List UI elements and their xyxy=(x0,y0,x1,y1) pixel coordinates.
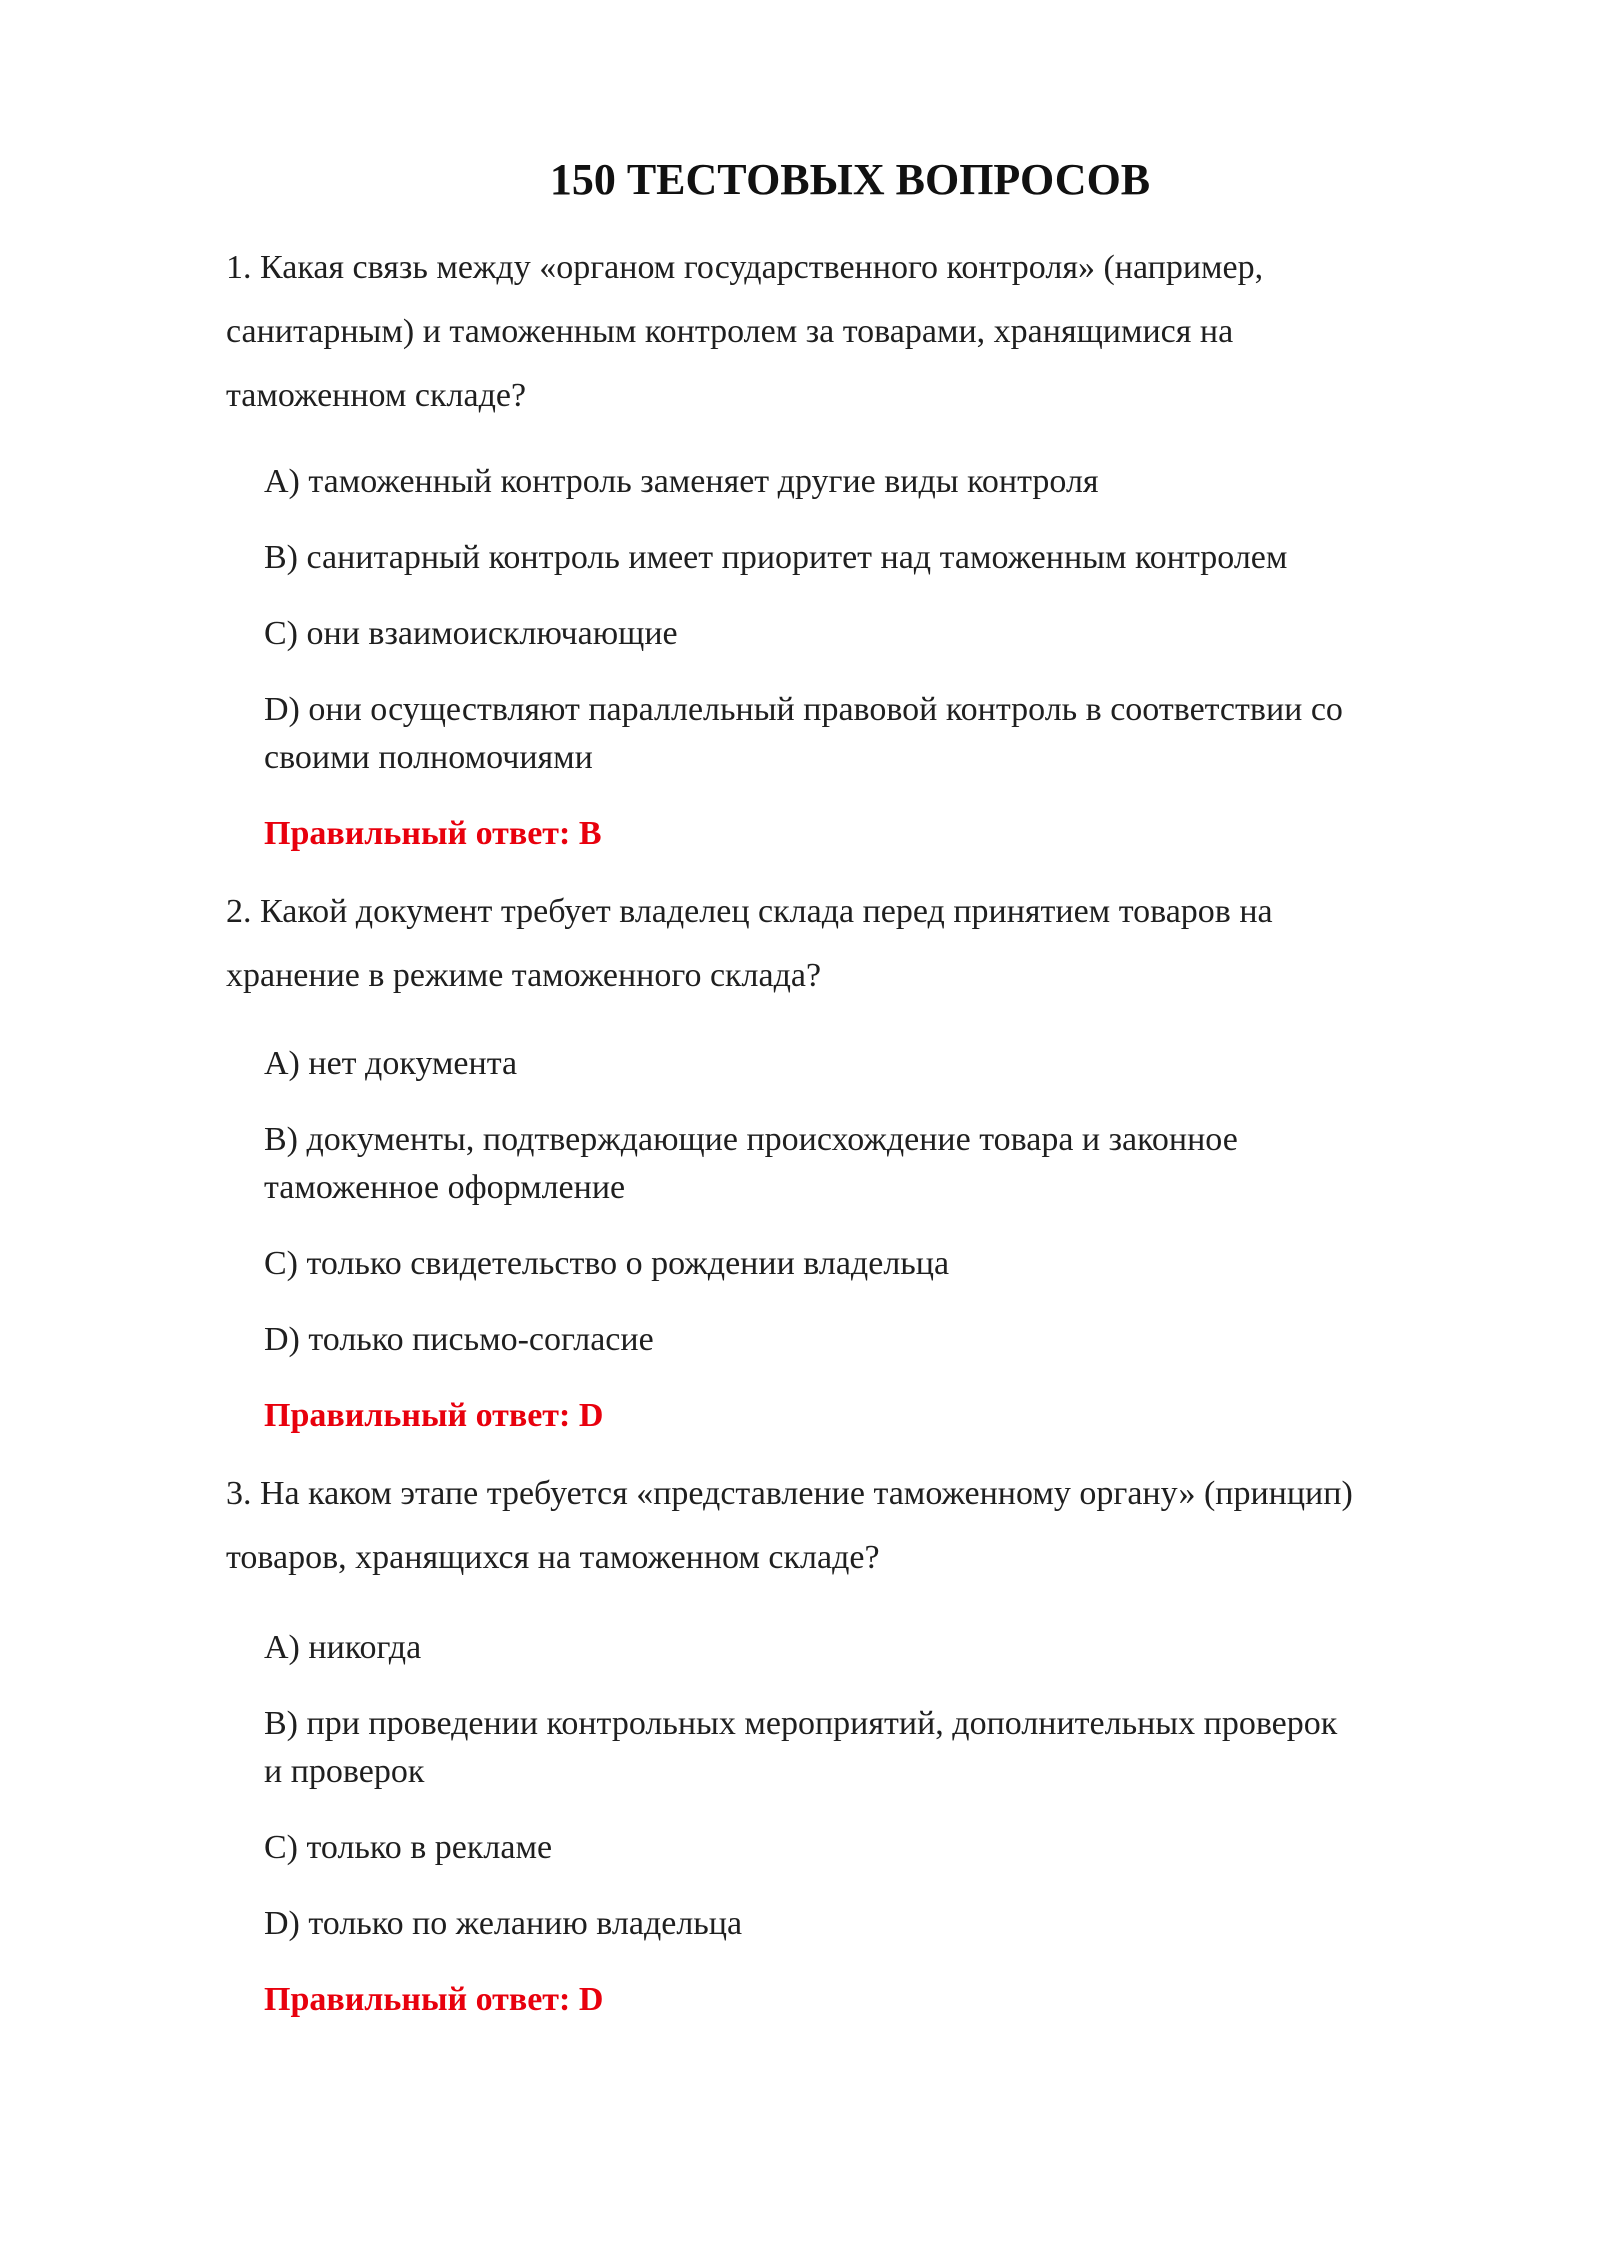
question-line: 2. Какой документ требует владелец склада перед принятием товаров на xyxy=(226,893,1273,930)
option-line: D) только письмо-согласие xyxy=(264,1321,654,1358)
option-b xyxy=(264,1116,1484,1212)
option-line: A) никогда xyxy=(264,1629,422,1666)
option-line: C) они взаимоисключающие xyxy=(264,615,678,652)
option-line: C) только в рекламе xyxy=(264,1829,553,1866)
option-line: таможенное оформление xyxy=(264,1169,626,1206)
question-1-text xyxy=(226,236,1516,428)
option-c xyxy=(264,610,1484,658)
question-line: хранение в режиме таможенного склада? xyxy=(226,957,822,994)
question-1-options xyxy=(264,458,1484,858)
question-line: 1. Какая связь между «органом государственного контроля» (например, xyxy=(226,249,1264,286)
option-line: D) только по желанию владельца xyxy=(264,1905,743,1942)
correct-answer: Правильный ответ: B xyxy=(264,815,602,852)
question-2-text xyxy=(226,880,1516,1008)
option-c xyxy=(264,1240,1484,1288)
option-d xyxy=(264,686,1484,782)
question-2-options xyxy=(264,1040,1484,1440)
question-line: товаров, хранящихся на таможенном складе? xyxy=(226,1539,880,1576)
question-3-options xyxy=(264,1624,1484,2024)
page-title: 150 ТЕСТОВЫХ ВОПРОСОВ xyxy=(549,155,1151,204)
option-a xyxy=(264,458,1484,506)
correct-answer: Правильный ответ: D xyxy=(264,1397,604,1434)
question-3-text xyxy=(226,1462,1516,1590)
option-line: B) при проведении контрольных мероприятий, дополнительных проверок xyxy=(264,1705,1338,1742)
option-c xyxy=(264,1824,1484,1872)
option-d xyxy=(264,1900,1484,1948)
question-line: 3. На каком этапе требуется «представление таможенному органу» (принцип) xyxy=(226,1475,1353,1512)
option-d xyxy=(264,1316,1484,1364)
option-line: A) таможенный контроль заменяет другие виды контроля xyxy=(264,463,1099,500)
option-line: и проверок xyxy=(264,1753,425,1790)
option-line: своими полномочиями xyxy=(264,739,593,776)
question-line: таможенном складе? xyxy=(226,377,527,414)
option-line: B) санитарный контроль имеет приоритет над таможенным контролем xyxy=(264,539,1288,576)
option-line: D) они осуществляют параллельный правовой контроль в соответствии со xyxy=(264,691,1343,728)
question-line: санитарным) и таможенным контролем за товарами, хранящимися на xyxy=(226,313,1234,350)
option-a xyxy=(264,1040,1484,1088)
option-line: C) только свидетельство о рождении владельца xyxy=(264,1245,950,1282)
option-a xyxy=(264,1624,1484,1672)
option-b xyxy=(264,534,1484,582)
correct-answer: Правильный ответ: D xyxy=(264,1981,604,2018)
option-b xyxy=(264,1700,1484,1796)
option-line: B) документы, подтверждающие происхождение товара и законное xyxy=(264,1121,1238,1158)
option-line: A) нет документа xyxy=(264,1045,518,1082)
